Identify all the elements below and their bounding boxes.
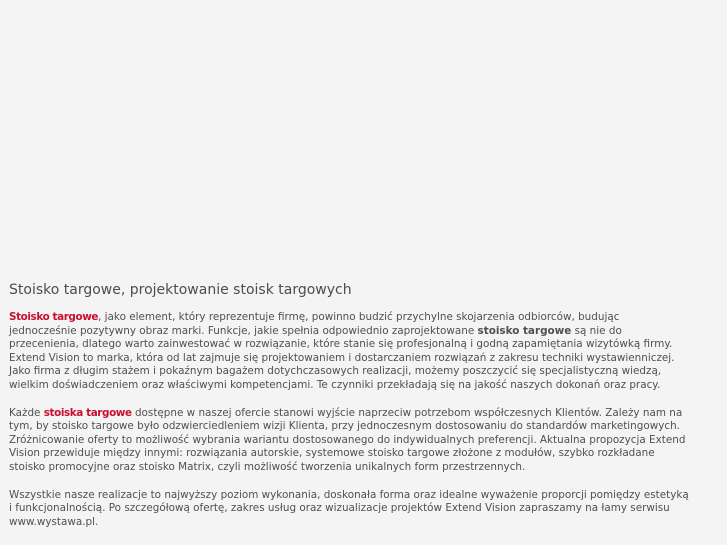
paragraph-offer (9, 407, 689, 475)
stoiska-targowe-link[interactable]: stoiska targowe (43, 406, 132, 419)
stoisko-targowe-bold: stoisko targowe (477, 324, 572, 337)
page-title: Stoisko targowe, projektowanie stoisk targowych (9, 282, 352, 298)
paragraph-offer-text-1: Każde (9, 406, 44, 419)
stoisko-targowe-link[interactable]: Stoisko targowe (9, 311, 99, 323)
main-content (9, 280, 689, 543)
paragraph-intro-text-1: , jako element, który reprezentuje firmę, powinno budzić przychylne skojarzenia odbiorców, budując jednocześnie pozytywny obraz marki. Funkcje, jakie spełnia odpowiednio zaprojektowane (9, 311, 620, 337)
paragraph-intro (9, 311, 689, 393)
paragraph-offer-text-2: dostępne w naszej ofercie stanowi wyjście naprzeciw potrzebom współczesnych Klientów. Zależy nam na tym, by stoisko targowe było odzwierciedleniem wizji Klienta, przy jednoczesnym dostosowaniu do standardów marketingowych. Zróżnicowanie oferty to możliwość wybrania wariantu dostosowanego do indywidualnych preferencji. Aktualna propozycja Extend Vision przewiduje między innymi: rozwiązania autorskie, systemowe stoisko targowe złożone z modułów, szybko rozkładane stoisko promocyjne oraz stoisko Matrix, czyli możliwość tworzenia unikalnych form przestrzennych. (9, 406, 686, 473)
paragraph-closing: Wszystkie nasze realizacje to najwyższy poziom wykonania, doskonała forma oraz idealne wyważenie proporcji pomiędzy estetyką i funkcjonalnością. Po szczegółową ofertę, zakres usług oraz wizualizacje projektów Extend Vision zapraszamy na łamy serwisu www.wystawa.pl. (9, 488, 689, 528)
paragraph-intro-text-2: są nie do przecenienia, dlatego warto zainwestować w rozwiązanie, które stanie się profesjonalną i godną zapamiętania wizytówką firmy. Extend Vision to marka, która od lat zajmuje się projektowaniem i dostarczaniem rozwiązań z zakresu techniki wystawienniczej. Jako firma z długim stażem i pokaźnym bagażem dotychczasowych realizacji, możemy poszczycić się specjalistyczną wiedzą, wielkim doświadczeniem oraz właściwymi kompetencjami. Te czynniki przekładają się na jakość naszych dokonań oraz pracy. (9, 324, 675, 391)
